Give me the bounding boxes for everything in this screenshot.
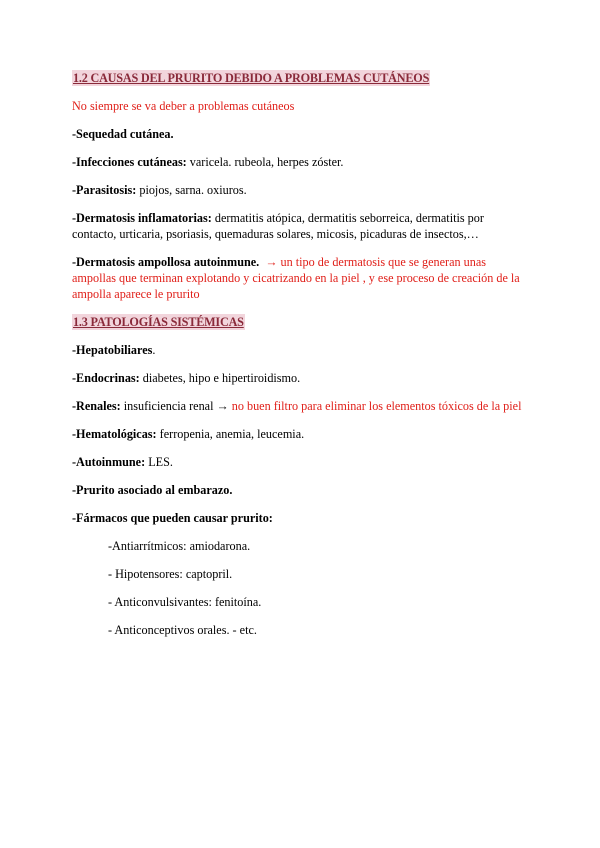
drug-item: - Anticonvulsivantes: fenitoína. bbox=[108, 595, 262, 609]
item-label: -Infecciones cutáneas: bbox=[72, 155, 187, 169]
item-hepatobiliares bbox=[72, 342, 530, 358]
item-label: -Hepatobiliares bbox=[72, 343, 153, 357]
item-autoinmune bbox=[72, 454, 530, 470]
item-hematologicas bbox=[72, 426, 530, 442]
drug-item: - Hipotensores: captopril. bbox=[108, 567, 233, 581]
item-text: dermatitis atópica, dermatitis seborreica, dermatitis por contacto, urticaria, psoriasis, quemaduras solares, micosis, picaduras de insectos,… bbox=[72, 211, 484, 241]
drug-item: -Antiarrítmicos: amiodarona. bbox=[108, 539, 251, 553]
item-text: un tipo de dermatosis que se generan unas ampollas que terminan explotando y cicatrizando en la piel , y ese proceso de creación de la ampolla aparece le prurito bbox=[72, 255, 520, 301]
item-label: -Prurito asociado al embarazo. bbox=[72, 483, 233, 497]
item-text: . bbox=[152, 343, 156, 357]
item-dermatosis-inflamatorias bbox=[72, 210, 530, 242]
drug-item: - Anticonceptivos orales. - etc. bbox=[108, 623, 257, 637]
item-label: -Parasitosis: bbox=[72, 183, 137, 197]
item-label: -Endocrinas: bbox=[72, 371, 140, 385]
item-text: LES. bbox=[145, 455, 173, 469]
item-label: -Sequedad cutánea. bbox=[72, 127, 174, 141]
item-sequedad bbox=[72, 126, 530, 142]
item-label: -Fármacos que pueden causar prurito: bbox=[72, 511, 273, 525]
item-farmacos bbox=[72, 510, 530, 526]
item-parasitosis bbox=[72, 182, 530, 198]
section-heading-patologias-sistemicas bbox=[72, 314, 530, 330]
item-label: -Renales: bbox=[72, 399, 121, 413]
item-text: insuficiencia renal bbox=[120, 399, 217, 413]
item-label: -Dermatosis ampollosa autoinmune. bbox=[72, 255, 260, 269]
section-heading-text: 1.2 CAUSAS DEL PRURITO DEBIDO A PROBLEMAS CUTÁNEOS bbox=[73, 71, 430, 85]
item-renales bbox=[72, 398, 530, 414]
arrow-icon: → bbox=[216, 399, 229, 413]
item-infecciones bbox=[72, 154, 530, 170]
document-content bbox=[72, 70, 530, 650]
item-endocrinas bbox=[72, 370, 530, 386]
item-embarazo bbox=[72, 482, 530, 498]
section-heading-causas-cutaneas bbox=[72, 70, 530, 86]
item-dermatosis-ampollosa bbox=[72, 254, 530, 302]
item-label: -Dermatosis inflamatorias: bbox=[72, 211, 212, 225]
item-text: ferropenia, anemia, leucemia. bbox=[156, 427, 305, 441]
note-text: No siempre se va deber a problemas cutáneos bbox=[72, 99, 295, 113]
section-heading-text: 1.3 PATOLOGÍAS SISTÉMICAS bbox=[73, 315, 244, 329]
item-text: piojos, sarna. oxiuros. bbox=[136, 183, 247, 197]
item-text: varicela. rubeola, herpes zóster. bbox=[186, 155, 344, 169]
item-text: diabetes, hipo e hipertiroidismo. bbox=[139, 371, 301, 385]
item-label: -Hematológicas: bbox=[72, 427, 157, 441]
item-label: -Autoinmune: bbox=[72, 455, 146, 469]
arrow-icon: → bbox=[265, 255, 278, 269]
item-red-text: no buen filtro para eliminar los elementos tóxicos de la piel bbox=[231, 399, 522, 413]
